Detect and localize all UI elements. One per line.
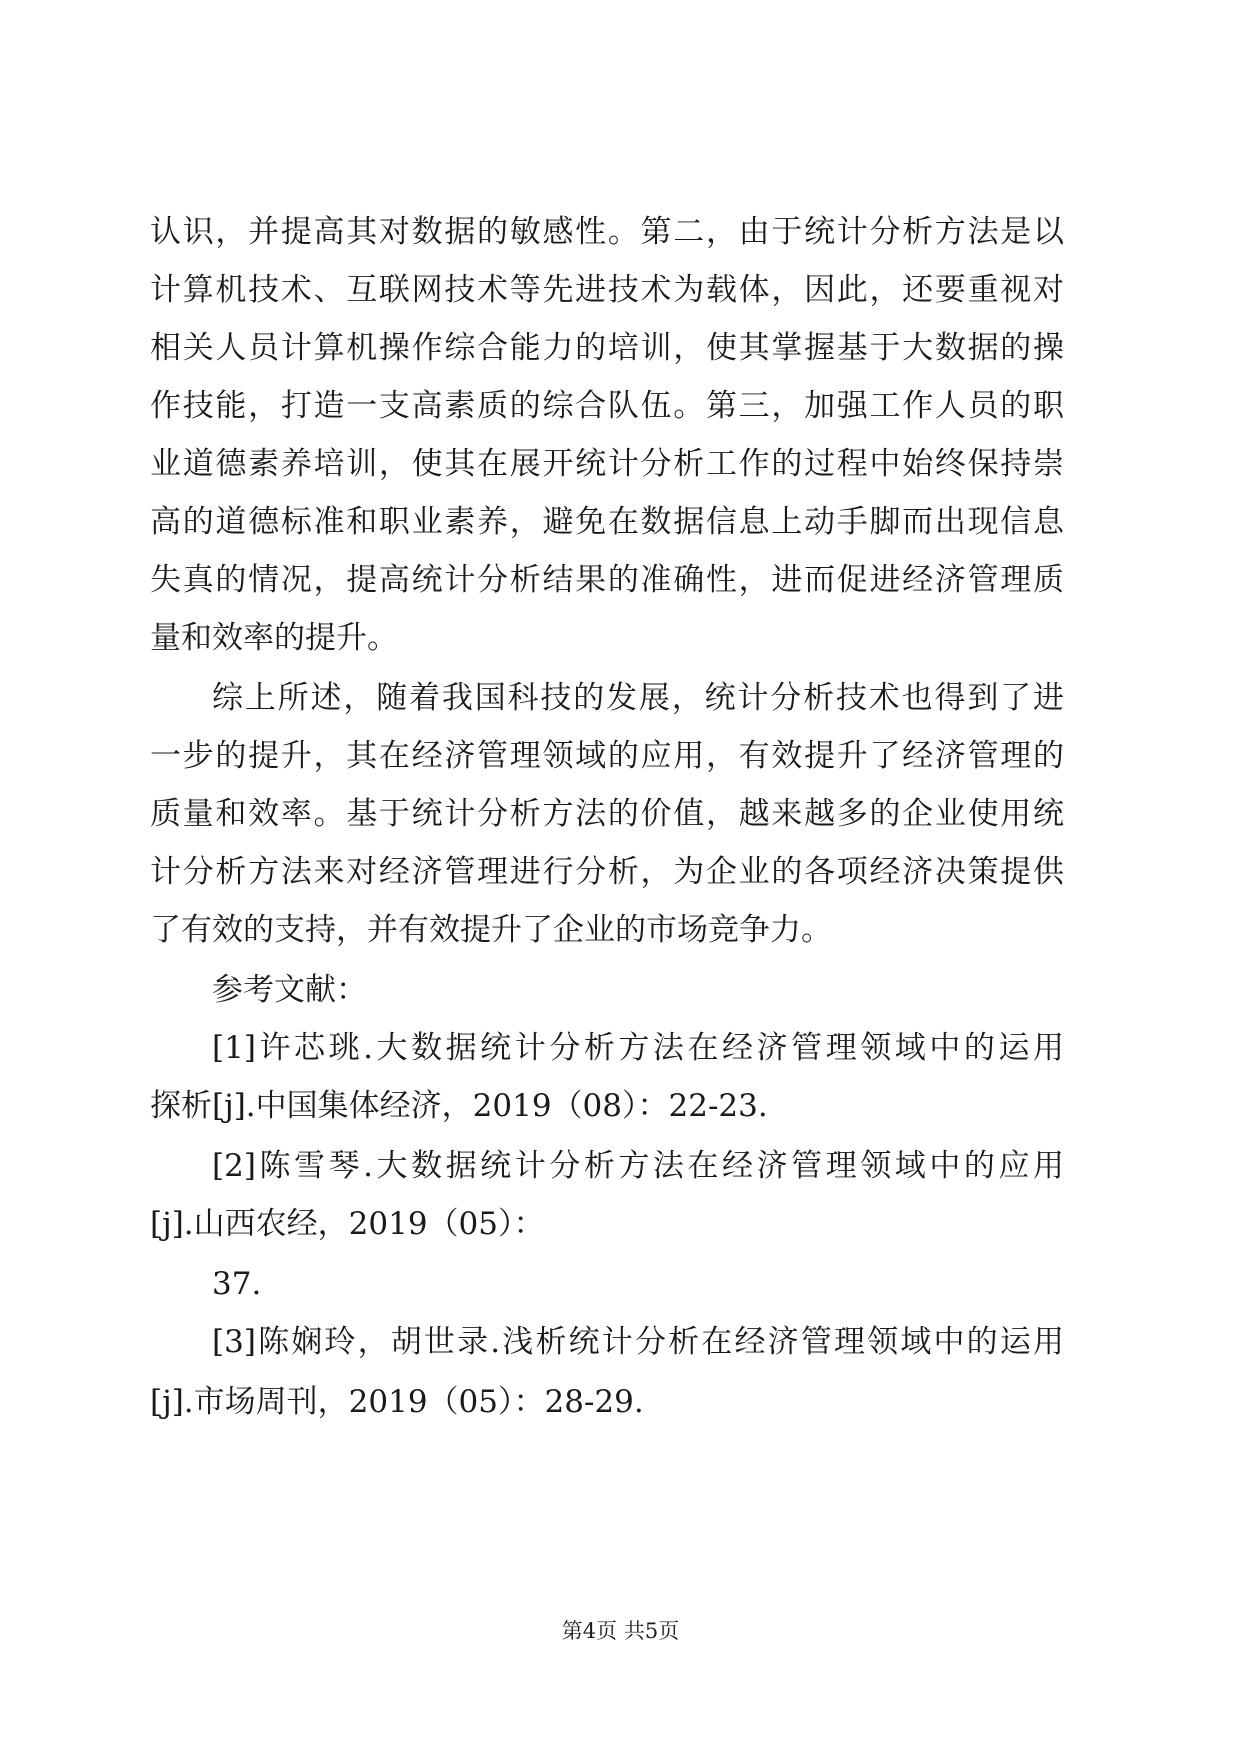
reference-2-line-2: [j].山西农经，2019（05）： <box>150 1206 545 1242</box>
paragraph-2-line-5: 了有效的支持，并有效提升了企业的市场竞争力。 <box>150 912 832 948</box>
paragraph-1-line-5: 业道德素养培训，使其在展开统计分析工作的过程中始终保持崇 <box>150 446 1064 482</box>
reference-1-line-2: 探析[j].中国集体经济，2019（08）：22-23. <box>150 1088 768 1124</box>
references-heading: 参考文献： <box>212 972 367 1008</box>
reference-2-line-3: 37. <box>212 1266 262 1302</box>
reference-3-line-2: [j].市场周刊，2019（05）：28-29. <box>150 1384 644 1420</box>
paragraph-2-line-1: 综上所述，随着我国科技的发展，统计分析技术也得到了进 <box>212 680 1064 716</box>
reference-2-line-1: [2]陈雪琴.大数据统计分析方法在经济管理领域中的应用 <box>212 1148 1064 1184</box>
paragraph-2-line-2: 一步的提升，其在经济管理领域的应用，有效提升了经济管理的 <box>150 738 1064 774</box>
reference-3-line-1: [3]陈娴玲，胡世录.浅析统计分析在经济管理领域中的运用 <box>212 1324 1064 1360</box>
paragraph-1-line-1: 认识，并提高其对数据的敏感性。第二，由于统计分析方法是以 <box>150 214 1064 250</box>
page-footer: 第4页 共5页 <box>561 1619 680 1643</box>
paragraph-1-line-7: 失真的情况，提高统计分析结果的准确性，进而促进经济管理质 <box>150 562 1064 598</box>
paragraph-2-line-4: 计分析方法来对经济管理进行分析，为企业的各项经济决策提供 <box>150 854 1064 890</box>
paragraph-2-line-3: 质量和效率。基于统计分析方法的价值，越来越多的企业使用统 <box>150 796 1064 832</box>
reference-1-line-1: [1]许芯珧.大数据统计分析方法在经济管理领域中的运用 <box>212 1030 1064 1066</box>
paragraph-1-line-2: 计算机技术、互联网技术等先进技术为载体，因此，还要重视对 <box>150 272 1064 308</box>
paragraph-1-line-6: 高的道德标准和职业素养，避免在数据信息上动手脚而出现信息 <box>150 504 1064 540</box>
paragraph-1-line-8: 量和效率的提升。 <box>150 620 398 656</box>
paragraph-1-line-4: 作技能，打造一支高素质的综合队伍。第三，加强工作人员的职 <box>150 388 1064 424</box>
paragraph-1-line-3: 相关人员计算机操作综合能力的培训，使其掌握基于大数据的操 <box>150 330 1064 366</box>
